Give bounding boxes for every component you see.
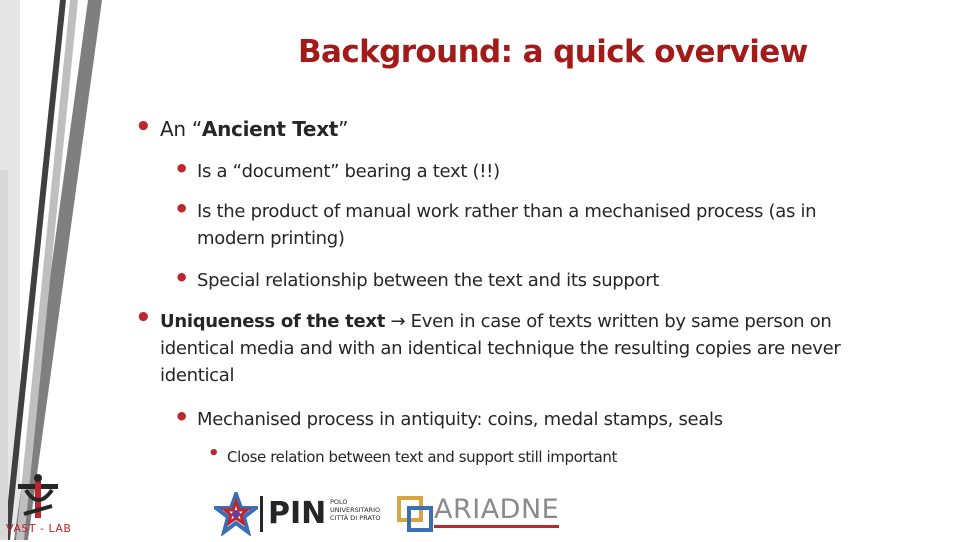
bullet-text: An “ xyxy=(160,117,202,141)
bullet-bold-text: Ancient Text xyxy=(201,117,339,141)
bullet-marker: • xyxy=(174,195,190,223)
bullet-uniqueness xyxy=(160,311,840,386)
sub-sub-bullet-close-relation: Close relation between text and support still important xyxy=(227,448,617,466)
decorative-stripes xyxy=(0,0,110,540)
bullet-marker: • xyxy=(208,443,220,464)
pin-logo-divider xyxy=(260,496,263,532)
sub-bullet-relationship: Special relationship between the text and its support xyxy=(197,270,660,291)
star-logo-icon xyxy=(214,492,258,536)
vast-lab-logo xyxy=(2,470,72,542)
arrow-icon: → xyxy=(390,311,406,332)
ariadne-emblem-icon xyxy=(397,496,433,532)
pin-logo-label: PIN xyxy=(268,496,327,531)
bullet-ancient-text xyxy=(160,117,348,141)
sub-bullet-mechanised: Mechanised process in antiquity: coins, medal stamps, seals xyxy=(197,409,723,430)
pin-sub-text: UNIVERSITARIO xyxy=(330,506,381,514)
bullet-marker: • xyxy=(174,155,190,183)
sub-bullet-manual-work-line2: modern printing) xyxy=(197,228,345,249)
vast-lab-label: VAST - LAB xyxy=(6,522,72,535)
bullet-uniqueness-line3: identical xyxy=(160,365,235,386)
pin-logo-subtitle xyxy=(330,498,380,522)
bullet-text: ” xyxy=(338,117,349,141)
bullet-text: Even in case of texts written by same person on xyxy=(405,311,832,332)
ariadne-logo-label: ARIADNE xyxy=(434,495,559,528)
sub-bullet-manual-work-line1: Is the product of manual work rather than a mechanised process (as in xyxy=(197,201,817,222)
pin-sub-text: POLO xyxy=(330,498,348,506)
bullet-marker: • xyxy=(135,112,152,142)
bullet-uniqueness-line2: identical media and with an identical technique the resulting copies are never xyxy=(160,338,841,359)
bullet-uniqueness-line1 xyxy=(160,311,840,332)
bullet-marker: • xyxy=(174,264,190,292)
sub-bullet-document: Is a “document” bearing a text (!!) xyxy=(197,161,500,182)
bullet-marker: • xyxy=(135,303,152,333)
bullet-marker: • xyxy=(174,403,190,431)
bullet-bold-text: Uniqueness of the text xyxy=(160,311,386,332)
sub-bullet-manual-work xyxy=(197,201,816,249)
pin-sub-text: CITTÀ DI PRATO xyxy=(330,514,381,522)
slide-title: Background: a quick overview xyxy=(298,34,808,70)
